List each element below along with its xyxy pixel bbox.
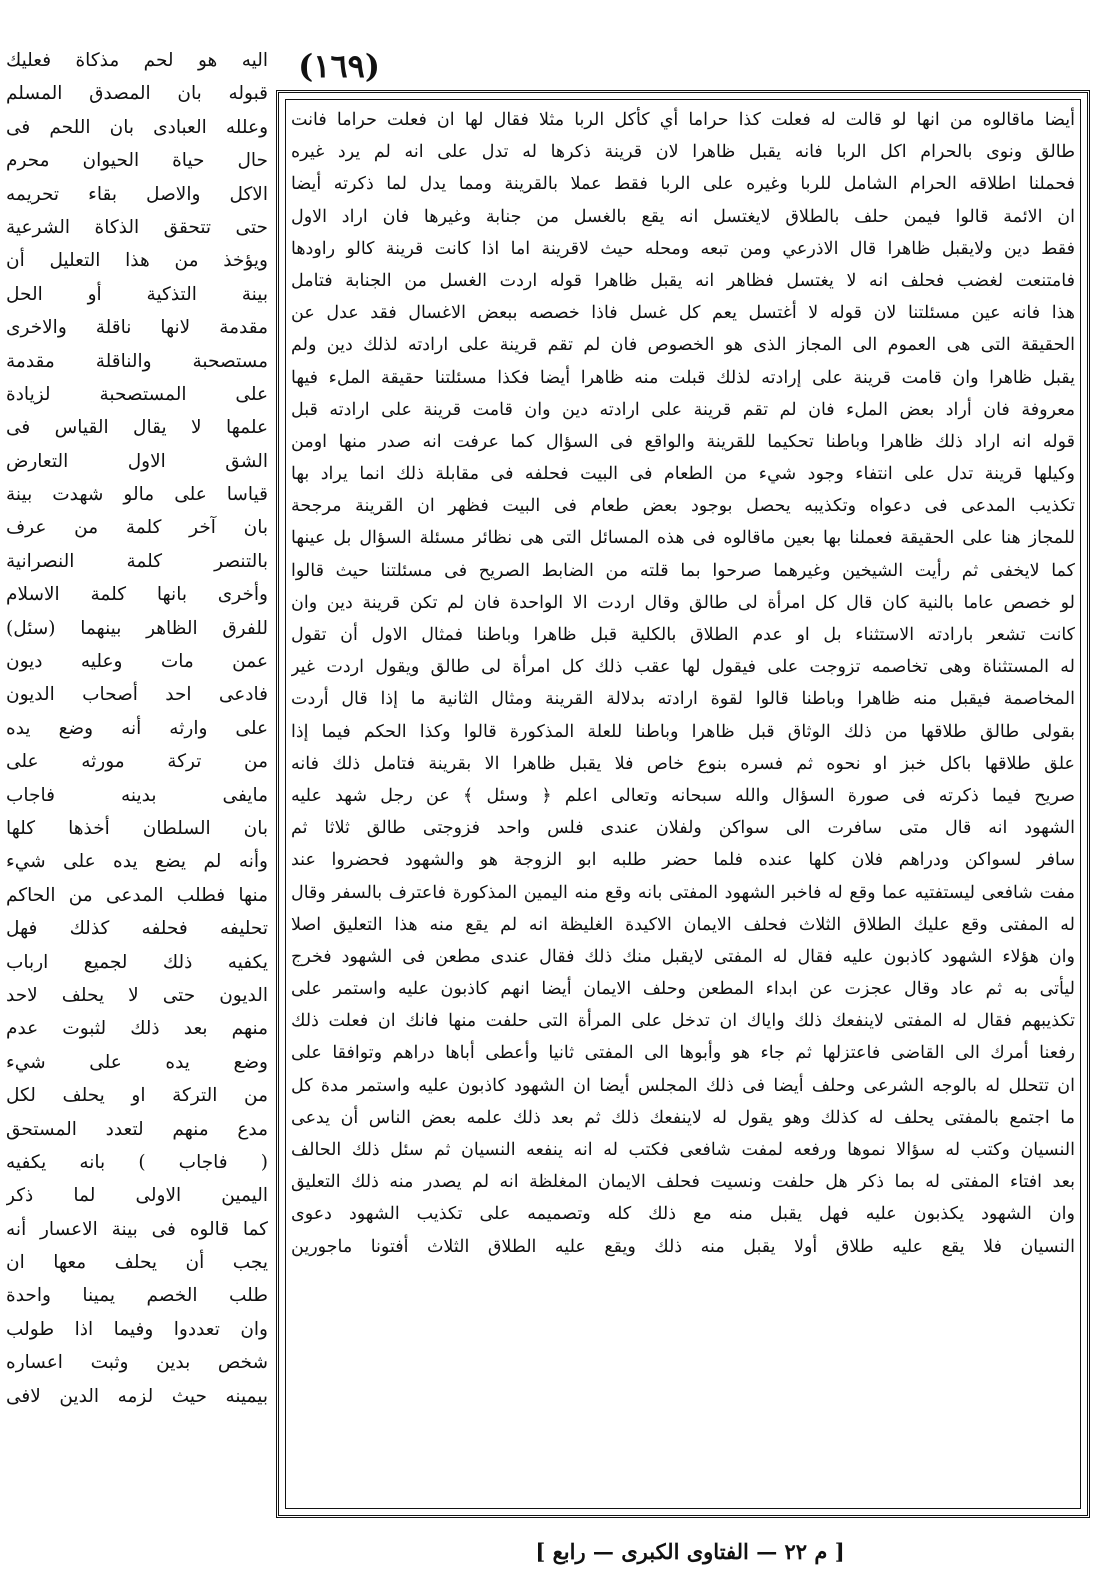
margin-text-line: بالتنصر كلمة النصرانية [6,550,268,572]
margin-text-line: مدع منهم لتعدد المستحق [6,1118,268,1140]
main-text-line: فحملنا اطلاقه الحرام الشامل للربا وغيره على الربا فقط عملا بالقرينة ومما يدل لما ذكرته أيضا [291,174,1075,195]
main-text-line: طالق ونوى بالحرام اكل الربا فانه يقبل ظاهرا لان قرينة ذكرها له تدل على انه لم يرد غيره [291,142,1075,163]
main-text-line: له المفتى وقع عليك الطلاق الثلاث فحلف الايمان الاكيدة الغليظة انه لم يقع منه هذا التعليق اصلا [291,914,1075,935]
margin-text-line: تحليفه فحلفه كذلك فهل [6,918,268,940]
main-text-line: صريح فيما ذكرته فى صورة السؤال والله سبحانه وتعالى اعلم ﴿ وسئل ﴾ عن رجل شهد عليه [291,785,1075,806]
main-text-line: لو خصص عاما بالنية كان قال كل امرأة لى طالق وقال اردت الا الواحدة فان لم تكن قرينة دين وان [291,592,1075,613]
margin-text-line: يجب أن يحلف معها ان [6,1252,268,1274]
margin-text-line: ( فاجاب ) بانه يكفيه [6,1151,268,1173]
main-text-line: يقبل ظاهرا وان قامت قرينة على إرادته لذلك قبلت منه ظاهرا أيضا فكذا مسئلتنا حقيقة الملء فيها [291,367,1075,388]
main-text-line: قوله انه اراد ذلك ظاهرا وباطنا تحكيما للقرينة والواقع فى السؤال كما عرفت انه صدر منها اومن [291,431,1075,452]
main-text-line: معروفة فان أراد بعض الملء فان لم تقم قرينة على ارادته دين وان قامت قرينة على ارادته قبل [291,399,1075,420]
main-text-line: ليأتى به ثم عاد وقال عجزت عن ابداء المطعن وحلف الايمان أيضا انهم كاذبون عليه واستمر على [291,979,1075,1000]
page-footer: [ م ٢٢ — الفتاوى الكبرى — رابع ] [535,1539,845,1564]
main-text-line: الشهود انه قال متى سافرت الى سواكن ولفلان عندى فلس واحد فزوجتى طالق ثلاثا ثم [291,818,1075,839]
margin-text-line: ويؤخذ من هذا التعليل أن [6,250,268,272]
margin-text-line: اليه هو لحم مذكاة فعليك [6,50,268,71]
main-text-line: تكذيب المدعى فى دعواه وتكذيبه يحصل بوجود بعض طعام فى البيت فظهر ان القرينة مرجحة [291,496,1075,517]
margin-text-line: من التركة او يحلف لكل [6,1085,268,1107]
margin-text-line: بان آخر كلمة من عرف [6,517,268,539]
main-text-line: أيضا ماقالوه من انها لو قالت له فعلت كذا حراما أي كأكل الربا مثلا فقال لها ان فعلت حراما فانت [291,110,1075,130]
margin-text-line: من تركة مورثه على [6,751,268,773]
margin-text-line: بان السلطان أخذها كلها [6,817,268,839]
margin-text-line: منها فطلب المدعى من الحاكم [6,884,268,906]
margin-text-line: كما قالوه فى بينة الاعسار أنه [6,1218,268,1240]
main-text-line: فقط دين ولايقبل ظاهرا قال الاذرعي ومن تبعه ومحله حيث لاقرينة اما اذا كانت قرينة كالو راودها [291,238,1075,259]
margin-text-line: حتى تتحقق الذكاة الشرعية [6,216,268,238]
margin-text-line: طلب الخصم يمينا واحدة [6,1285,268,1307]
main-text-line: النسيان فلا يقع عليه طلاق أولا يقبل منه ذلك ويقع عليه الطلاق الثلاث أفتونا ماجورين [291,1236,1075,1257]
margin-text-line: على المستصحبة لزيادة [6,383,268,405]
margin-text-line: مقدمة لانها ناقلة والاخرى [6,317,268,339]
margin-text-line: وأنه لم يضع يده على شيء [6,851,268,873]
margin-text-line: مايفى بدينه فاجاب [6,784,268,806]
main-text-line: رفعنا أمرك الى القاضى فاعتزلها ثم جاء هو وأبوها الى المفتى ثانيا وأعطى أباها دراهم وتوافقا على [291,1043,1075,1064]
margin-text-line: فادعى احد أصحاب الديون [6,684,268,706]
margin-text-line: مستصحبة والناقلة مقدمة [6,350,268,372]
margin-text-line: للفرق الظاهر بينهما (سئل) [6,617,268,639]
main-text-line: وكيلها قرينة تدل على انتفاء وجود شيء من الطعام فى البيت فحلفه فى مقابلة ذلك انما يراد بها [291,464,1075,485]
margin-text-line: وعلله العبادى بان اللحم فى [6,116,268,138]
main-text-line: كما لايخفى ثم رأيت الشيخين وغيرهما صرحوا بما قلته من الضابط الصريح فى مسئلتنا حيث قالوا [291,560,1075,581]
margin-text-line: الاكل والاصل بقاء تحريمه [6,183,268,205]
main-text-line: وان هؤلاء الشهود كاذبون عليه فقال له المفتى لايقبل منك ذلك فقال عندى مطعن فى الشهود فخرج [291,946,1075,967]
margin-text-line: قياسا على مالو شهدت بينة [6,484,268,506]
main-text-line: سافر لسواكن ودراهم فلان كلها عنده فلما حضر طلبه ابو الزوجة هو والشهود فحضروا عند [291,850,1075,871]
margin-text-line: بيمينه حيث لزمه الدين لافى [6,1385,268,1407]
margin-text-line: الديون حتى لا يحلف لاحد [6,984,268,1006]
main-text-line: كانت تشعر بارادته الاستثناء بل او عدم الطلاق بالكلية قبل ظاهرا وباطنا فمثال الاول أن تقول [291,625,1075,645]
margin-text-line: شخص بدين وثبت اعساره [6,1352,268,1374]
page-number: (١٦٩) [298,47,380,85]
margin-text-line: يكفيه ذلك لجميع ارباب [6,951,268,973]
margin-commentary [6,44,268,1584]
main-text-line: الحقيقة التى هى العموم الى المجاز الذى هو الخصوص فان لم تقم قرينة على ارادته لذلك دين ولم [291,335,1075,356]
margin-text-line: على وارثه أنه وضع يده [6,717,268,739]
margin-text-line: حال حياة الحيوان محرم [6,150,268,172]
margin-text-line: وأخرى بانها كلمة الاسلام [6,584,268,606]
margin-text-line: علمها لا يقال القياس فى [6,417,268,439]
main-text-line: هذا فانه عين مسئلتنا لان قوله لا أغتسل يعم كل غسل فاذا خصصه ببعض الاغسال فقد عدل عن [291,303,1075,324]
main-text-line: للمجاز هنا على الحقيقة فعملنا بها بعين ماقالوه فى هذه المسائل التى هى نظائر مسئلة السؤال بل عينها [291,528,1075,549]
main-text-line: بقولى طالق طلاقها من ذلك الوثاق قبل ظاهرا وباطنا للعلة المذكورة قالوا وكذا الحكم فيما إذا [291,721,1075,742]
main-text-line: وان الشهود يكذبون عليه فهل يقبل منه مع ذلك كله وتصميمه على تكذيب الشهود دعوى [291,1204,1075,1225]
margin-text-line: الشق الاول التعارض [6,450,268,472]
main-text-line: تكذيبهم فقال له المفتى لاينفعك ذلك واياك ان تدخل على المرأة التى حلفت منها فانك ان فعلت ذلك [291,1011,1075,1032]
margin-text-line: وان تعددوا وفيما اذا طولب [6,1318,268,1340]
main-text-line: فامتنعت لغضب فحلف انه لا يغتسل فظاهر انه يقبل ظاهرا قوله اردت الغسل من الجنابة فتامل [291,270,1075,291]
main-text-line: علق طلاقها باكل خبز او نحوه ثم فسره بنوع خاص فلا يقبل ظاهرا الا بقرينة فتامل ذلك فانه [291,753,1075,774]
main-text-line: المخاصمة فيقبل منه ظاهرا وباطنا قالوا لقوة ارادته بدلالة القرينة ومثال الثانية ما إذا قال أردت [291,689,1075,710]
margin-text-line: قبوله بان المصدق المسلم [6,83,268,105]
margin-text-line: اليمين الاولى لما ذكر [6,1185,268,1207]
main-text-block [291,104,1075,1504]
main-text-line: له المستثناة وهى تخاصمه تزوجت على فيقول لها عقب ذلك كل امرأة لى طالق ويقول اردت غير [291,657,1075,678]
main-text-line: النسيان وكتب له سؤالا نموها ورفعه لمفت شافعى فكتب له انه ينفعه النسيان ثم سئل ذلك الحالف [291,1140,1075,1160]
margin-text-line: بينة التذكية أو الحل [6,283,268,305]
main-text-line: ان تتحلل له بالوجه الشرعى وحلف أيضا فى ذلك المجلس أيضا ان الشهود كاذبون عليه واستمر مدة كل [291,1075,1075,1096]
main-text-line: بعد افتاء المفتى له بما ذكر هل حلفت ونسيت فحلف الايمان المغلظة انه لم يصدر منه ذلك التعليق [291,1172,1075,1193]
margin-text-line: وضع يده على شيء [6,1051,268,1073]
margin-text-line: منهم بعد ذلك لثبوت عدم [6,1018,268,1040]
main-text-line: مفت شافعى ليستفتيه عما وقع له فاخبر الشهود المفتى بانه وقع منه اليمين المذكورة فاعترف بالسفر وقال [291,882,1075,903]
margin-text-line: عمن مات وعليه ديون [6,651,268,673]
main-text-line: ما اجتمع بالمفتى يحلف له كذلك وهو يقول له لاينفعك ذلك ثم بعد ذلك علمه بعض الناس أن يدعى [291,1107,1075,1128]
main-text-line: ان الائمة قالوا فيمن حلف بالطلاق لايغتسل انه يقع بالغسل من جنابة وغيرها فان اراد الاول [291,206,1075,227]
